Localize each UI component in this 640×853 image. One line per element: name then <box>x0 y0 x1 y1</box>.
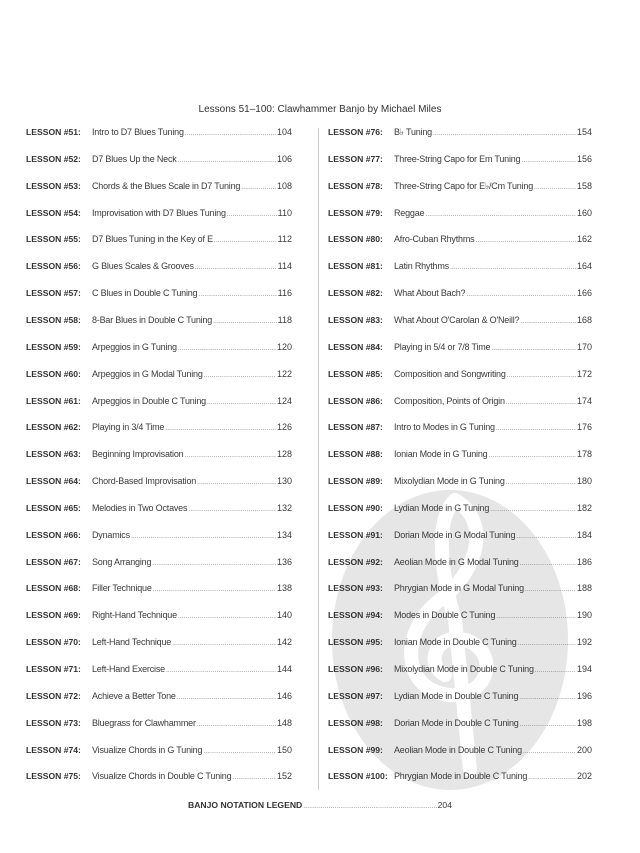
leader-dots <box>506 479 576 486</box>
entry-page: 128 <box>276 449 292 460</box>
entry-title: Right-Hand Technique <box>92 610 177 621</box>
toc-entry[interactable] <box>328 396 592 410</box>
entry-label: LESSON #88: <box>328 449 383 460</box>
entry-title: Aeolian Mode in G Modal Tuning <box>394 556 519 567</box>
leader-dots <box>184 452 276 459</box>
entry-label: LESSON #55: <box>26 234 81 245</box>
entry-page: 204 <box>437 800 452 810</box>
leader-dots <box>496 613 576 620</box>
entry-title: What About O'Carolan & O'Neill? <box>394 314 520 325</box>
entry-label: LESSON #78: <box>328 180 383 191</box>
entry-page: 160 <box>576 207 592 218</box>
toc-entry[interactable] <box>26 208 292 222</box>
toc-entry[interactable] <box>328 288 592 302</box>
entry-label: LESSON #53: <box>26 180 81 191</box>
entry-label: LESSON #80: <box>328 234 383 245</box>
toc-entry[interactable] <box>328 208 592 222</box>
toc-entry[interactable] <box>328 234 592 248</box>
entry-page: 118 <box>277 314 292 325</box>
entry-title: Mixolydian Mode in G Tuning <box>394 476 505 487</box>
entry-title: Chords & the Blues Scale in D7 Tuning <box>92 180 241 191</box>
leader-dots <box>197 479 276 486</box>
entry-page: 110 <box>277 207 292 218</box>
entry-title: Lydian Mode in G Tuning <box>394 502 490 513</box>
entry-title: 8-Bar Blues in Double C Tuning <box>92 314 213 325</box>
toc-entry[interactable] <box>328 422 592 436</box>
entry-page: 120 <box>276 341 292 352</box>
toc-entry[interactable] <box>26 583 292 597</box>
entry-page: 106 <box>276 153 292 164</box>
toc-entry[interactable] <box>328 664 592 678</box>
entry-page: 178 <box>576 449 592 460</box>
leader-dots <box>507 372 576 379</box>
entry-title: Arpeggios in G Tuning <box>92 341 177 352</box>
toc-entry[interactable] <box>26 261 292 275</box>
entry-page: 202 <box>576 771 592 782</box>
entry-title: Improvisation with D7 Blues Tuning <box>92 207 226 218</box>
leader-dots <box>520 721 576 728</box>
entry-label: LESSON #89: <box>328 476 383 487</box>
entry-label: LESSON #64: <box>26 476 81 487</box>
toc-entry[interactable] <box>26 691 292 705</box>
leader-dots <box>521 157 576 164</box>
page-title: Lessons 51–100: Clawhammer Banjo by Michael Miles <box>198 104 442 115</box>
entry-title: Lydian Mode in Double C Tuning <box>394 690 519 701</box>
entry-page: 138 <box>276 583 292 594</box>
leader-dots <box>188 506 276 513</box>
leader-dots <box>152 560 276 567</box>
entry-page: 130 <box>276 476 292 487</box>
entry-title: Playing in 3/4 Time <box>92 422 165 433</box>
entry-title: Left-Hand Exercise <box>92 664 165 674</box>
leader-dots <box>232 774 276 781</box>
entry-page: 192 <box>576 637 592 648</box>
toc-entry[interactable] <box>26 396 292 410</box>
leader-dots <box>213 318 277 325</box>
entry-label: LESSON #60: <box>26 368 81 379</box>
entry-label: LESSON #84: <box>328 341 383 352</box>
leader-dots <box>535 667 576 674</box>
entry-page: 200 <box>576 744 592 755</box>
entry-title: Mixolydian Mode in Double C Tuning <box>394 664 534 674</box>
toc-entry[interactable] <box>328 745 592 759</box>
toc-entry[interactable] <box>26 637 292 651</box>
entry-page: 146 <box>276 690 292 701</box>
toc-entry[interactable] <box>26 234 292 248</box>
leader-dots <box>488 452 576 459</box>
entry-title: Modes in Double C Tuning <box>394 610 496 621</box>
leader-dots <box>166 667 276 674</box>
entry-page: 148 <box>276 717 292 728</box>
leader-dots <box>177 694 276 701</box>
entry-page: 176 <box>576 422 592 433</box>
entry-label: LESSON #94: <box>328 610 383 621</box>
entry-title: Phrygian Mode in G Modal Tuning <box>394 583 524 594</box>
leader-dots <box>195 264 277 271</box>
entry-title: Composition and Songwriting <box>394 368 506 379</box>
leader-dots <box>534 184 576 191</box>
entry-label: LESSON #72: <box>26 690 81 701</box>
entry-title: D7 Blues Up the Neck <box>92 153 177 164</box>
toc-entry[interactable] <box>26 530 292 544</box>
entry-title: Chord-Based Improvisation <box>92 476 197 487</box>
toc-entry[interactable] <box>26 664 292 678</box>
entry-page: 140 <box>276 610 292 621</box>
toc-entry[interactable] <box>328 530 592 544</box>
toc-entry[interactable] <box>328 503 592 517</box>
entry-page: 164 <box>576 261 592 272</box>
leader-dots <box>303 803 436 810</box>
toc-entry[interactable] <box>328 476 592 490</box>
leader-dots <box>153 586 276 593</box>
treble-clef-watermark-icon <box>330 480 570 790</box>
toc-entry[interactable] <box>26 127 292 141</box>
entry-label: LESSON #57: <box>26 288 81 299</box>
entry-title: Visualize Chords in Double C Tuning <box>92 771 232 782</box>
leader-dots <box>178 613 276 620</box>
entry-page: 116 <box>277 288 292 299</box>
entry-title: Three-String Capo for E♭/Cm Tuning <box>394 180 534 191</box>
entry-label: LESSON #59: <box>26 341 81 352</box>
leader-dots <box>178 157 276 164</box>
entry-label: LESSON #79: <box>328 207 383 218</box>
entry-page: 104 <box>276 127 292 137</box>
entry-page: 172 <box>576 368 592 379</box>
entry-page: 186 <box>576 556 592 567</box>
entry-page: 126 <box>276 422 292 433</box>
entry-page: 190 <box>576 610 592 621</box>
leader-dots <box>241 184 276 191</box>
leader-dots <box>204 372 276 379</box>
entry-page: 114 <box>277 261 292 272</box>
entry-label: LESSON #69: <box>26 610 81 621</box>
toc-entry[interactable] <box>328 261 592 275</box>
entry-page: 132 <box>276 502 292 513</box>
leader-dots <box>185 130 276 137</box>
toc-entry[interactable] <box>26 315 292 329</box>
entry-label: LESSON #70: <box>26 637 81 648</box>
entry-title: Dorian Mode in Double C Tuning <box>394 717 519 728</box>
entry-label: LESSON #98: <box>328 717 383 728</box>
entry-page: 144 <box>276 664 292 674</box>
entry-page: 180 <box>576 476 592 487</box>
entry-title: Arpeggios in Double C Tuning <box>92 395 206 406</box>
entry-title: Reggae <box>394 207 425 218</box>
leader-dots <box>433 130 576 137</box>
entry-label: LESSON #100: <box>328 771 388 782</box>
entry-label: LESSON #97: <box>328 690 383 701</box>
toc-entry[interactable] <box>26 557 292 571</box>
entry-title: Dorian Mode in G Modal Tuning <box>394 529 516 540</box>
entry-title: Left-Hand Technique <box>92 637 172 648</box>
entry-label: LESSON #93: <box>328 583 383 594</box>
leader-dots <box>450 264 576 271</box>
toc-entry[interactable] <box>328 315 592 329</box>
entry-title: Achieve a Better Tone <box>92 690 176 701</box>
entry-page: 112 <box>277 234 292 245</box>
leader-dots <box>506 399 576 406</box>
toc-entry[interactable] <box>26 154 292 168</box>
entry-title: Ionian Mode in G Tuning <box>394 449 488 460</box>
leader-dots <box>519 694 576 701</box>
entry-title: Three-String Capo for Em Tuning <box>394 153 521 164</box>
toc-entry[interactable] <box>328 771 592 785</box>
entry-label: LESSON #85: <box>328 368 383 379</box>
entry-title: D7 Blues Tuning in the Key of E <box>92 234 213 245</box>
toc-entry[interactable] <box>26 771 292 785</box>
toc-entry[interactable] <box>26 181 292 195</box>
entry-page: 170 <box>576 341 592 352</box>
toc-entry-notation-legend[interactable] <box>188 800 452 810</box>
toc-entry[interactable] <box>26 718 292 732</box>
toc-entry[interactable] <box>328 342 592 356</box>
leader-dots <box>475 237 576 244</box>
leader-dots <box>466 291 576 298</box>
leader-dots <box>425 211 576 218</box>
entry-label: LESSON #76: <box>328 127 383 137</box>
leader-dots <box>165 425 276 432</box>
toc-entry[interactable] <box>328 691 592 705</box>
entry-label: LESSON #56: <box>26 261 81 272</box>
entry-page: 124 <box>276 395 292 406</box>
entry-label: LESSON #86: <box>328 395 383 406</box>
leader-dots <box>203 748 276 755</box>
entry-page: 142 <box>276 637 292 648</box>
entry-label: LESSON #61: <box>26 395 81 406</box>
entry-label: LESSON #83: <box>328 314 383 325</box>
entry-label: LESSON #77: <box>328 153 383 164</box>
entry-label: LESSON #81: <box>328 261 383 272</box>
entry-label: LESSON #75: <box>26 771 81 782</box>
entry-label: LESSON #51: <box>26 127 81 137</box>
leader-dots <box>491 345 576 352</box>
column-divider <box>318 128 319 790</box>
entry-label: LESSON #74: <box>26 744 81 755</box>
entry-title: Beginning Improvisation <box>92 449 184 460</box>
entry-page: 108 <box>276 180 292 191</box>
entry-title: Ionian Mode in Double C Tuning <box>394 637 517 648</box>
toc-entry[interactable] <box>328 127 592 141</box>
leader-dots <box>197 721 276 728</box>
entry-title: B♭ Tuning <box>394 127 432 137</box>
entry-label: LESSON #82: <box>328 288 383 299</box>
entry-page: 122 <box>276 368 292 379</box>
entry-title: Latin Rhythms <box>394 261 449 272</box>
entry-page: 168 <box>576 314 592 325</box>
toc-entry[interactable] <box>26 422 292 436</box>
toc-entry[interactable] <box>328 637 592 651</box>
entry-label: LESSON #95: <box>328 637 383 648</box>
entry-title: Aeolian Mode in Double C Tuning <box>394 744 522 755</box>
toc-entry[interactable] <box>328 583 592 597</box>
entry-label: LESSON #66: <box>26 529 81 540</box>
entry-label: LESSON #67: <box>26 556 81 567</box>
leader-dots <box>227 211 277 218</box>
leader-dots <box>496 425 576 432</box>
entry-title: Intro to Modes in G Tuning <box>394 422 495 433</box>
entry-page: 156 <box>576 153 592 164</box>
toc-entry[interactable] <box>328 449 592 463</box>
toc-entry[interactable] <box>328 718 592 732</box>
entry-page: 162 <box>576 234 592 245</box>
leader-dots <box>525 586 576 593</box>
entry-label: LESSON #65: <box>26 502 81 513</box>
entry-label: LESSON #54: <box>26 207 81 218</box>
toc-entry[interactable] <box>26 288 292 302</box>
leader-dots <box>214 237 277 244</box>
toc-entry[interactable] <box>26 369 292 383</box>
leader-dots <box>207 399 276 406</box>
entry-label: LESSON #99: <box>328 744 383 755</box>
entry-title: Playing in 5/4 or 7/8 Time <box>394 341 491 352</box>
toc-entry[interactable] <box>328 154 592 168</box>
entry-title: Bluegrass for Clawhammer <box>92 717 196 728</box>
toc-entry[interactable] <box>26 476 292 490</box>
entry-label: LESSON #71: <box>26 664 81 674</box>
toc-entry[interactable] <box>26 342 292 356</box>
entry-page: 154 <box>576 127 592 137</box>
entry-title: G Blues Scales & Grooves <box>92 261 194 272</box>
entry-page: 196 <box>576 690 592 701</box>
leader-dots <box>131 533 276 540</box>
leader-dots <box>516 533 576 540</box>
leader-dots <box>520 560 576 567</box>
entry-page: 188 <box>576 583 592 594</box>
entry-title: Dynamics <box>92 529 130 540</box>
entry-title: What About Bach? <box>394 288 466 299</box>
entry-title: Afro-Cuban Rhythms <box>394 234 475 245</box>
entry-page: 174 <box>576 395 592 406</box>
entry-title: Melodies in Two Octaves <box>92 502 188 513</box>
leader-dots <box>520 318 576 325</box>
entry-page: 182 <box>576 502 592 513</box>
entry-title: C Blues in Double C Tuning <box>92 288 198 299</box>
toc-entry[interactable] <box>328 369 592 383</box>
entry-title: Visualize Chords in G Tuning <box>92 744 203 755</box>
toc-entry[interactable] <box>26 503 292 517</box>
entry-title: Composition, Points of Origin <box>394 395 505 406</box>
entry-label: LESSON #52: <box>26 153 81 164</box>
leader-dots <box>528 774 576 781</box>
entry-title: Filler Technique <box>92 583 152 594</box>
entry-label: LESSON #58: <box>26 314 81 325</box>
entry-page: 166 <box>576 288 592 299</box>
entry-page: 134 <box>276 529 292 540</box>
entry-label: LESSON #91: <box>328 529 383 540</box>
entry-page: 150 <box>276 744 292 755</box>
leader-dots <box>172 640 276 647</box>
entry-label: LESSON #68: <box>26 583 81 594</box>
entry-page: 136 <box>276 556 292 567</box>
toc-entry[interactable] <box>328 557 592 571</box>
entry-title: Arpeggios in G Modal Tuning <box>92 368 203 379</box>
toc-entry[interactable] <box>26 745 292 759</box>
leader-dots <box>523 748 576 755</box>
leader-dots <box>518 640 576 647</box>
entry-label: BANJO NOTATION LEGEND <box>188 800 303 810</box>
leader-dots <box>178 345 276 352</box>
entry-page: 184 <box>576 529 592 540</box>
leader-dots <box>198 291 276 298</box>
entry-page: 198 <box>576 717 592 728</box>
entry-page: 152 <box>276 771 292 782</box>
entry-title: Song Arranging <box>92 556 152 567</box>
entry-page: 158 <box>576 180 592 191</box>
entry-page: 194 <box>576 664 592 674</box>
toc-entry[interactable] <box>26 610 292 624</box>
entry-label: LESSON #92: <box>328 556 383 567</box>
entry-label: LESSON #73: <box>26 717 81 728</box>
toc-entry[interactable] <box>26 449 292 463</box>
entry-label: LESSON #62: <box>26 422 81 433</box>
entry-label: LESSON #63: <box>26 449 81 460</box>
leader-dots <box>490 506 576 513</box>
toc-entry[interactable] <box>328 181 592 195</box>
entry-label: LESSON #87: <box>328 422 383 433</box>
entry-title: Intro to D7 Blues Tuning <box>92 127 184 137</box>
entry-label: LESSON #90: <box>328 502 383 513</box>
entry-label: LESSON #96: <box>328 664 383 674</box>
toc-entry[interactable] <box>328 610 592 624</box>
entry-title: Phrygian Mode in Double C Tuning <box>394 771 528 782</box>
